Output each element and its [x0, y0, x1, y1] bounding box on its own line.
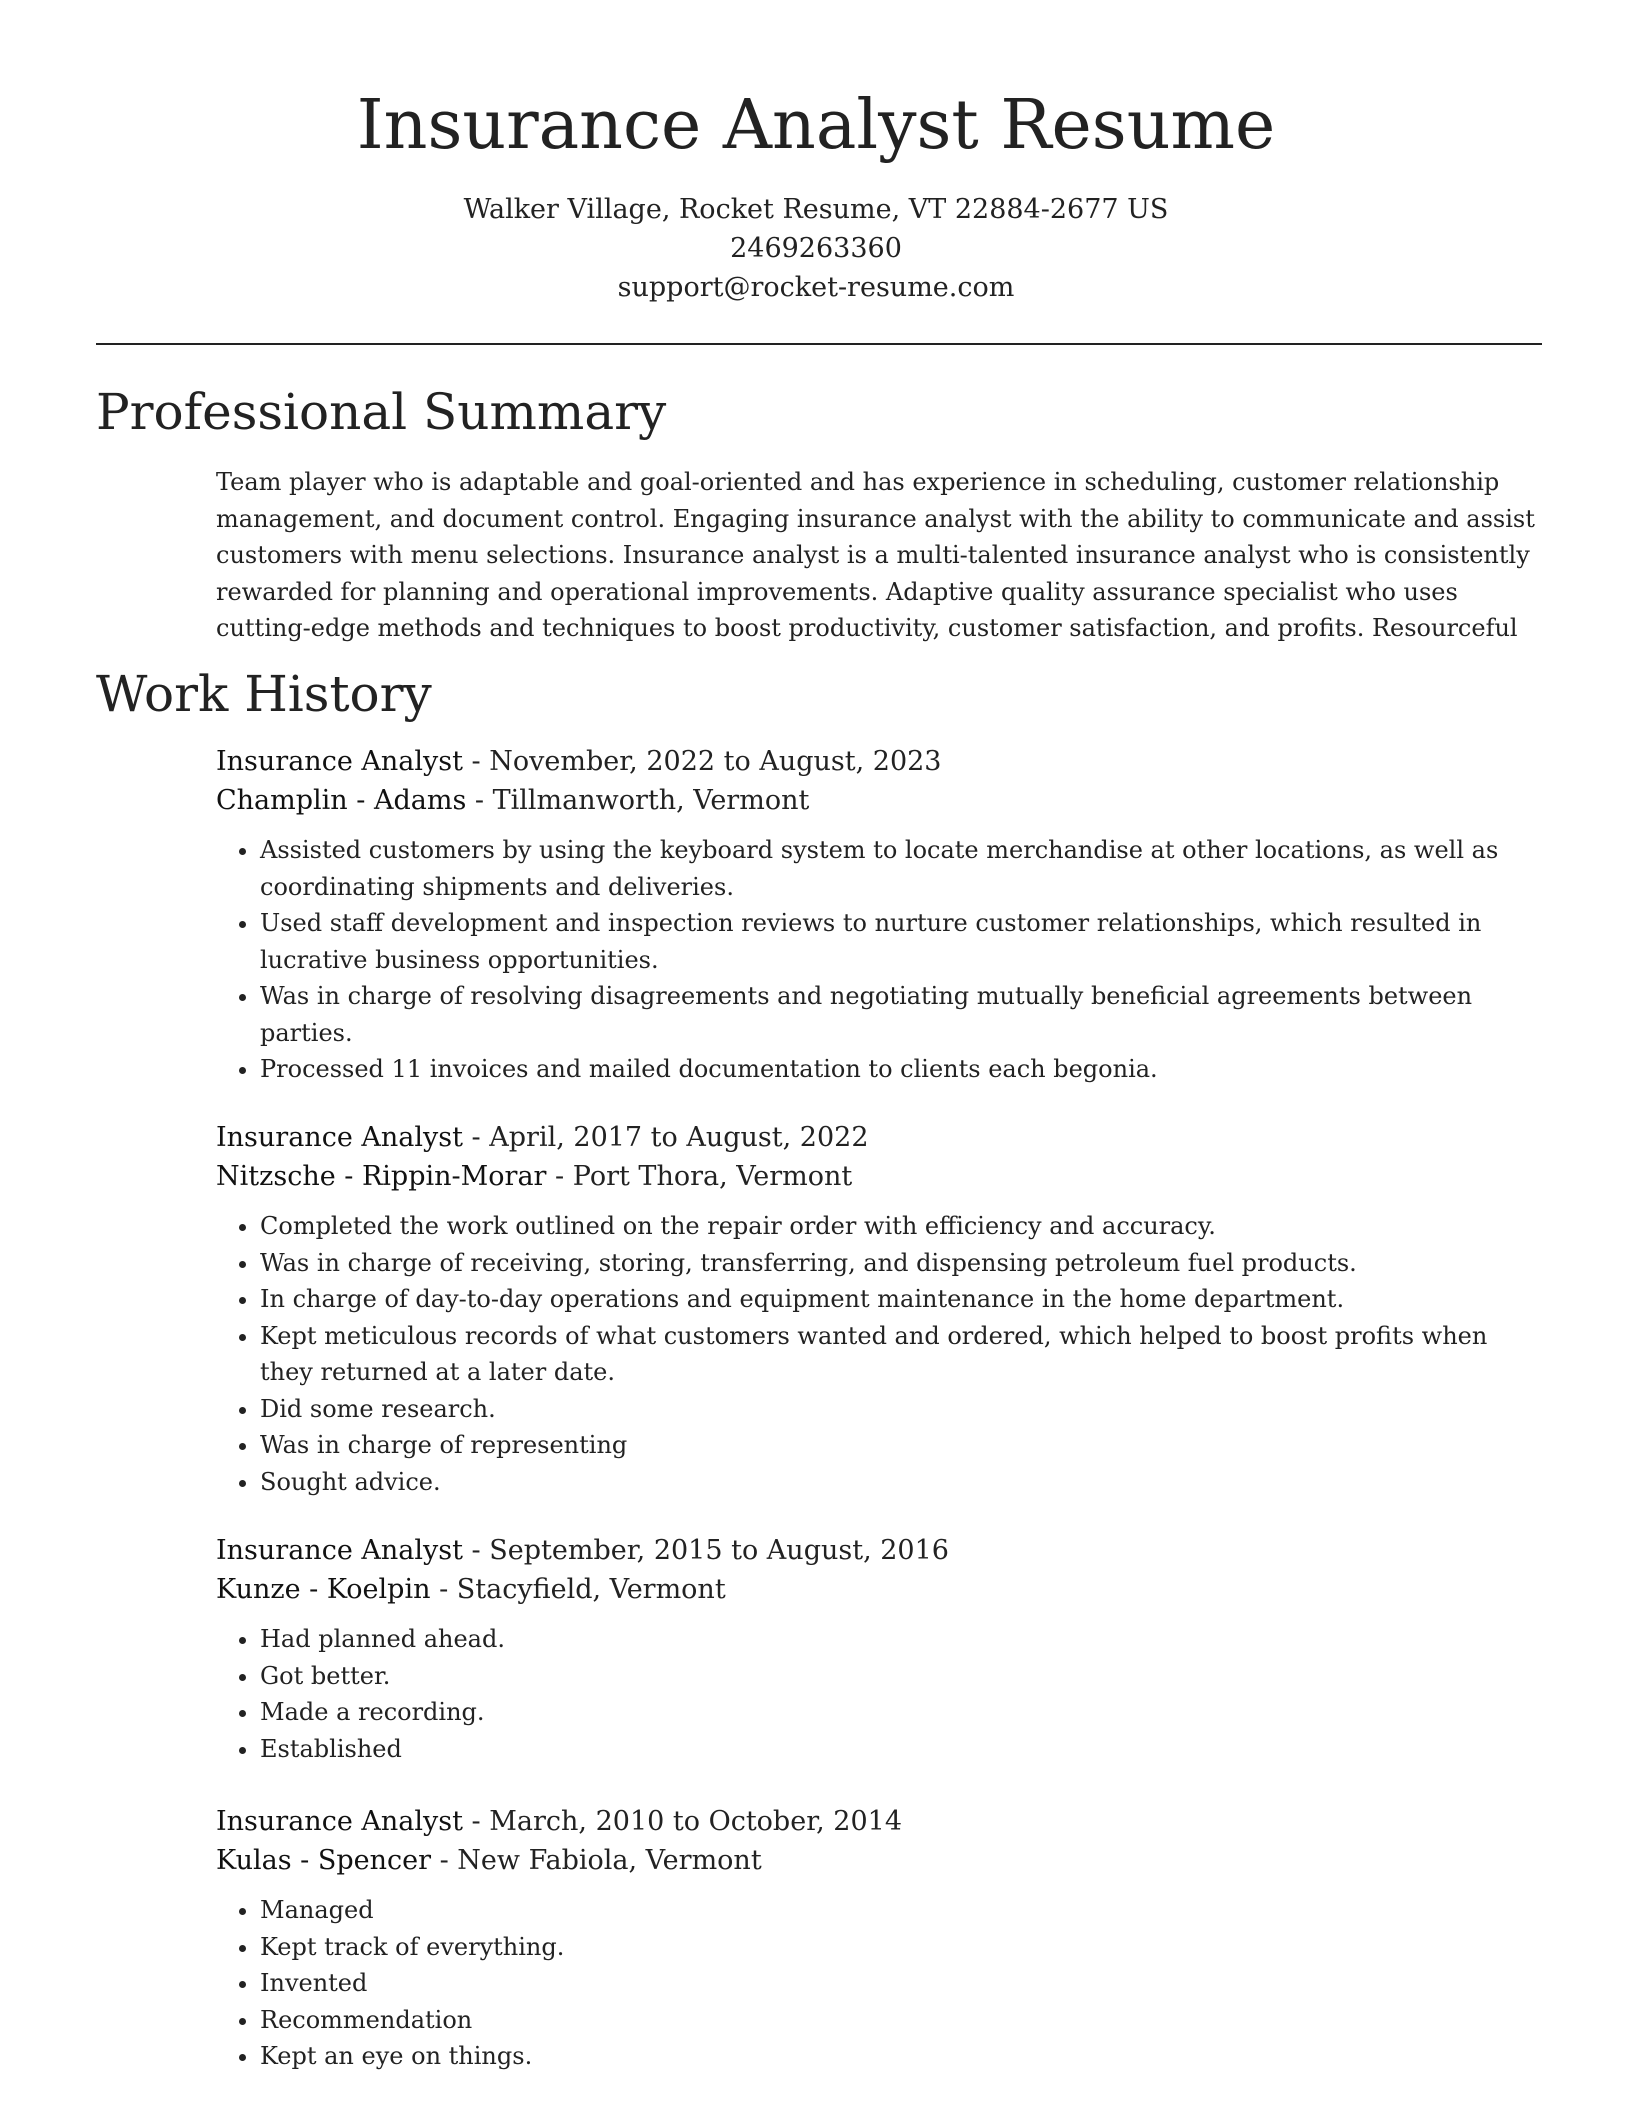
list-item: • Recommendation [260, 2002, 1546, 2039]
list-item: • Kept meticulous records of what customers wanted and ordered, which helped to boost profits when they returned at a later date. [260, 1318, 1546, 1391]
list-item: • Processed 11 invoices and mailed documentation to clients each begonia. [260, 1051, 1546, 1088]
list-item: • Assisted customers by using the keyboard system to locate merchandise at other locations, as well as coordinating shipments and deliveries. [260, 832, 1546, 905]
job-employer: Champlin - Adams [216, 785, 467, 816]
job-dates: March, 2010 to October, 2014 [489, 1806, 903, 1837]
list-item: • Was in charge of resolving disagreements and negotiating mutually beneficial agreements between parties. [260, 978, 1546, 1051]
job-dates: September, 2015 to August, 2016 [489, 1535, 949, 1566]
job-title-line: Insurance Analyst - March, 2010 to October, 2014 [216, 1806, 903, 1837]
summary-heading: Professional Summary [96, 383, 667, 441]
job-location: Stacyfield, Vermont [456, 1574, 726, 1605]
job-location: New Fabiola, Vermont [457, 1845, 762, 1876]
contact-address: Walker Village, Rocket Resume, VT 22884-2677 US [463, 194, 1169, 225]
job-bullets [216, 1621, 1546, 1767]
work-history-heading: Work History [96, 665, 432, 723]
job-employer: Kulas - Spencer [216, 1845, 431, 1876]
contact-phone: 2469263360 [730, 233, 902, 264]
job-dates: April, 2017 to August, 2022 [489, 1122, 869, 1153]
job-employer-line: Kulas - Spencer - New Fabiola, Vermont [216, 1845, 762, 1876]
list-item: • Completed the work outlined on the repair order with efficiency and accuracy. [260, 1208, 1546, 1245]
job-title-line: Insurance Analyst - April, 2017 to August, 2022 [216, 1122, 869, 1153]
job-title: Insurance Analyst [216, 1535, 463, 1566]
resume-title: Insurance Analyst Resume [356, 86, 1276, 165]
job-entry [216, 1118, 1546, 1500]
job-title: Insurance Analyst [216, 1806, 463, 1837]
job-employer-line: Nitzsche - Rippin-Morar - Port Thora, Vermont [216, 1161, 853, 1192]
list-item: • Made a recording. [260, 1694, 1546, 1731]
header-divider [96, 343, 1542, 345]
job-entry [216, 1531, 1546, 1767]
job-bullets [216, 1208, 1546, 1500]
job-bullets [216, 1892, 1546, 2075]
job-title-line: Insurance Analyst - November, 2022 to August, 2023 [216, 746, 942, 777]
job-title: Insurance Analyst [216, 1122, 463, 1153]
list-item: • Invented [260, 1965, 1546, 2002]
job-bullets [216, 832, 1546, 1088]
job-location: Port Thora, Vermont [572, 1161, 853, 1192]
job-dates: November, 2022 to August, 2023 [489, 746, 942, 777]
job-employer: Nitzsche - Rippin-Morar [216, 1161, 547, 1192]
contact-info [0, 190, 1632, 307]
job-entry [216, 1802, 1546, 2075]
list-item: • Established [260, 1731, 1546, 1768]
job-employer-line: Kunze - Koelpin - Stacyfield, Vermont [216, 1574, 726, 1605]
job-title: Insurance Analyst [216, 746, 463, 777]
list-item: • Had planned ahead. [260, 1621, 1546, 1658]
list-item: • Used staff development and inspection reviews to nurture customer relationships, which resulted in lucrative business opportunities. [260, 905, 1546, 978]
job-location: Tillmanworth, Vermont [492, 785, 810, 816]
list-item: • Sought advice. [260, 1464, 1546, 1501]
job-title-line: Insurance Analyst - September, 2015 to August, 2016 [216, 1535, 949, 1566]
list-item: • Did some research. [260, 1391, 1546, 1428]
job-employer-line: Champlin - Adams - Tillmanworth, Vermont [216, 785, 810, 816]
list-item: • Kept an eye on things. [260, 2038, 1546, 2075]
contact-email: support@rocket-resume.com [617, 272, 1015, 303]
summary-text: Team player who is adaptable and goal-oriented and has experience in scheduling, customer relationship management, and document control. Engaging insurance analyst with the ability to communicate and assist customers with menu selections. Insurance analyst is a multi-talented insurance analyst who is consistently rewarded for planning and operational improvements. Adaptive quality assurance specialist who uses cutting-edge methods and techniques to boost productivity, customer satisfaction, and profits. Resourceful [216, 468, 1535, 642]
list-item: • In charge of day-to-day operations and equipment maintenance in the home department. [260, 1281, 1546, 1318]
list-item: • Kept track of everything. [260, 1929, 1546, 1966]
list-item: • Was in charge of receiving, storing, transferring, and dispensing petroleum fuel products. [260, 1245, 1546, 1282]
job-employer: Kunze - Koelpin [216, 1574, 431, 1605]
job-entry [216, 742, 1546, 1088]
list-item: • Got better. [260, 1658, 1546, 1695]
list-item: • Was in charge of representing [260, 1427, 1546, 1464]
list-item: • Managed [260, 1892, 1546, 1929]
